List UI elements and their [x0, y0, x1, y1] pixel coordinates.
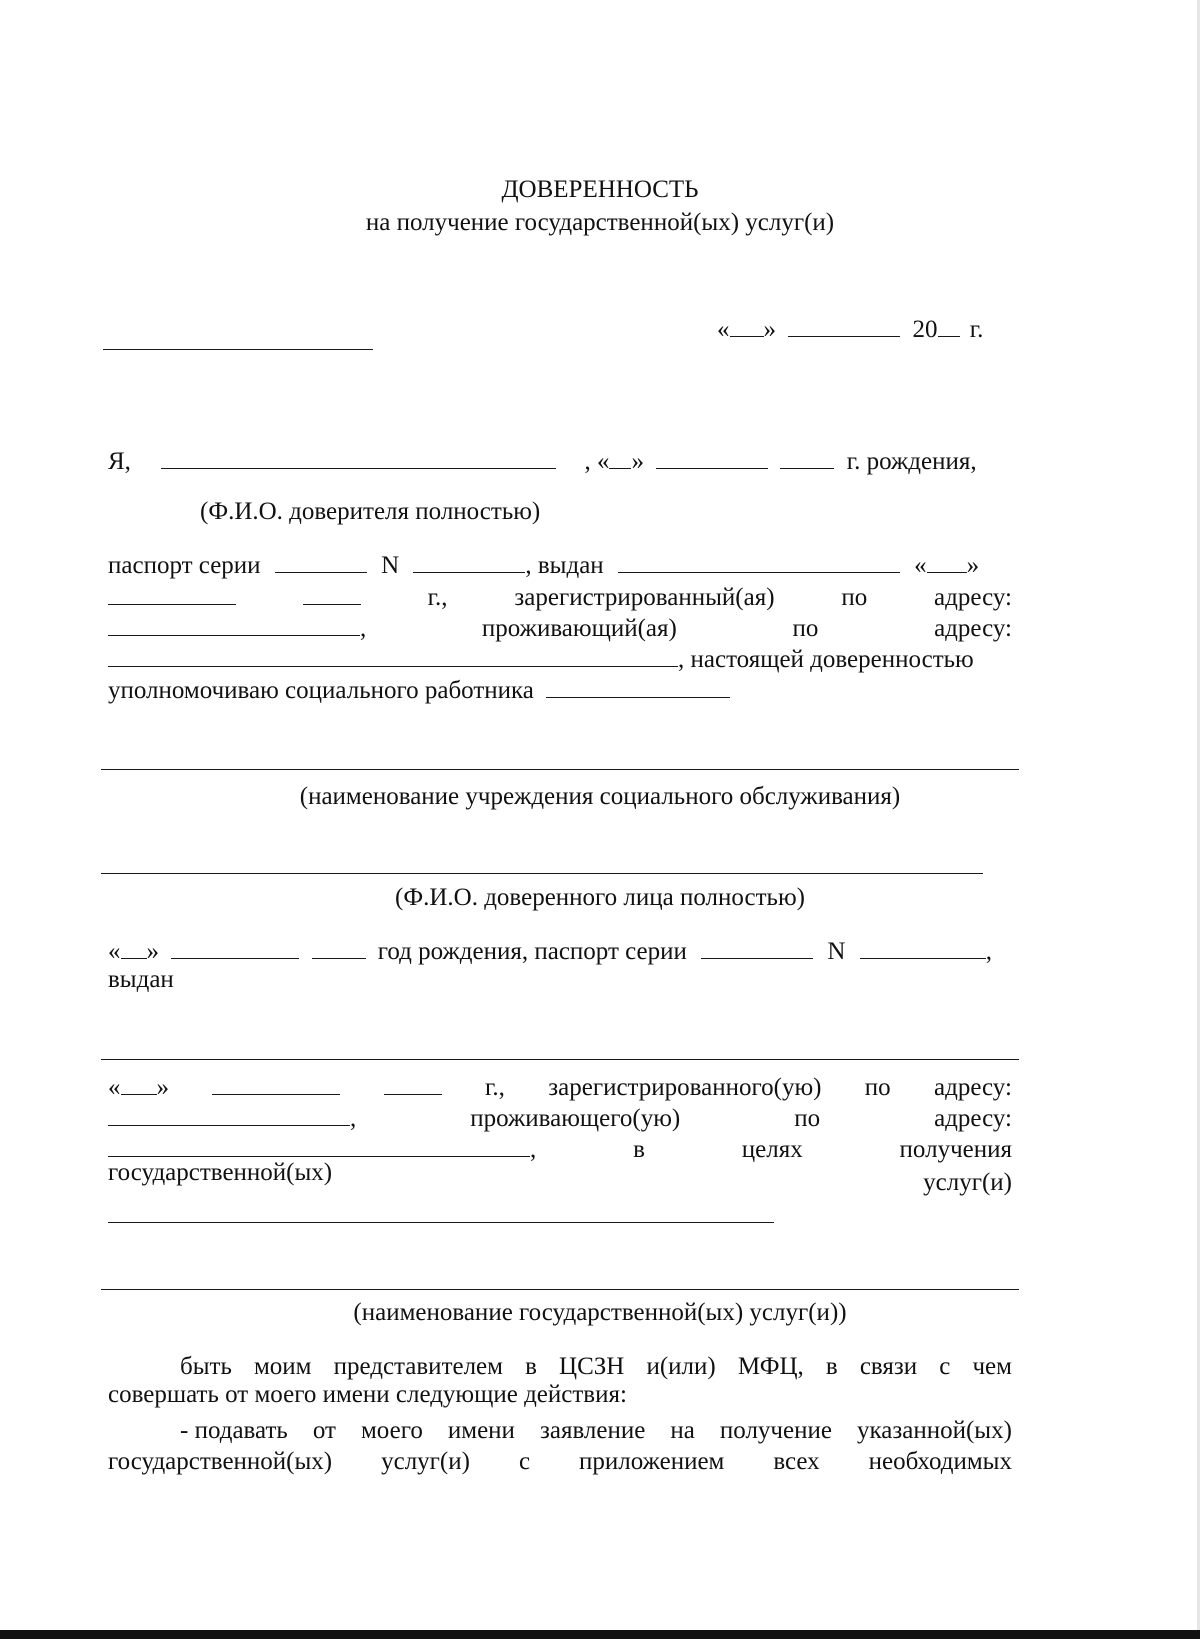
residing-address-field[interactable]	[108, 644, 678, 667]
trustee-name-field[interactable]	[101, 873, 983, 874]
document-title: ДОВЕРЕННОСТЬ	[501, 176, 699, 203]
scan-bottom-bar	[0, 1630, 1200, 1639]
in-label: в	[633, 1136, 645, 1163]
grantor-birth-day-field[interactable]	[609, 446, 631, 469]
residing-address-label: адресу:	[934, 615, 1012, 642]
trustee-line-1	[108, 936, 992, 967]
registered-address-label: адресу:	[934, 584, 1012, 611]
date-year-prefix: 20	[912, 316, 938, 343]
grantor-birth-quote-close: »	[631, 448, 644, 475]
passport-issued-label: , выдан	[525, 552, 604, 579]
date-month-field[interactable]	[788, 314, 900, 337]
power-of-attorney-text: , настоящей доверенностью	[678, 646, 974, 673]
trustee-date-year-field[interactable]	[384, 1072, 442, 1095]
trustee-issued-label: выдан	[108, 966, 174, 993]
body-p1-line-1	[180, 1352, 1012, 1382]
passport-line-2	[108, 582, 1012, 613]
date-year-suffix: г.	[969, 316, 984, 343]
trustee-residing-comma: ,	[530, 1136, 537, 1163]
document-subtitle: на получение государственной(ых) услуг(и)	[365, 209, 835, 236]
place-field[interactable]	[103, 349, 373, 350]
grantor-name-field[interactable]	[161, 446, 556, 469]
registered-address-field[interactable]	[108, 613, 360, 636]
body-p1-line-2: совершать от моего имени следующие действия:	[108, 1381, 627, 1408]
trustee-registered-address-label: адресу:	[934, 1074, 1012, 1101]
body-word: чем	[972, 1353, 1012, 1380]
trustee-registered-address-field[interactable]	[108, 1103, 350, 1126]
body-word: на	[670, 1417, 695, 1444]
body-word: государственной(ых)	[108, 1448, 333, 1475]
body-word: имени	[447, 1417, 515, 1444]
trustee-residing-address-field[interactable]	[108, 1134, 530, 1157]
grantor-birth-month-field[interactable]	[656, 446, 768, 469]
institution-caption: (наименование учреждения социального обслуживания)	[299, 783, 901, 810]
registered-address-comma: ,	[360, 615, 367, 642]
trustee-residing-address-label: адресу:	[934, 1105, 1012, 1132]
body-word: представителем	[333, 1353, 503, 1380]
passport-line-3	[108, 613, 1012, 644]
date-day-field[interactable]	[730, 314, 764, 337]
passport-series-label: паспорт серии	[108, 552, 261, 579]
passport-date-day-field[interactable]	[927, 550, 967, 573]
body-word: получение	[719, 1417, 832, 1444]
grantor-birth-quote-open: , «	[584, 448, 610, 475]
passport-number-field[interactable]	[413, 550, 525, 573]
body-word: связи	[859, 1353, 918, 1380]
trustee-date-quote-close: »	[156, 1074, 169, 1101]
date-line	[717, 314, 983, 345]
body-word: моего	[360, 1417, 423, 1444]
residing-po-label: по	[792, 615, 819, 642]
grantor-birth-label: г. рождения,	[846, 448, 977, 475]
body-word: заявление	[539, 1417, 646, 1444]
trustee-caption: (Ф.И.О. доверенного лица полностью)	[395, 884, 805, 911]
body-p2-line-2	[108, 1447, 1012, 1477]
services-label: услуг(и)	[923, 1169, 1012, 1196]
trustee-line-4	[108, 1103, 1012, 1134]
trustee-birth-day-field[interactable]	[121, 936, 147, 959]
trustee-birth-year-field[interactable]	[312, 936, 366, 959]
body-word: быть	[180, 1353, 232, 1380]
body-word: с	[939, 1353, 951, 1380]
passport-number-label: N	[381, 552, 400, 579]
grantor-ya: Я,	[108, 448, 131, 475]
obtaining-label: получения	[899, 1136, 1012, 1163]
date-close-quote: »	[763, 316, 776, 343]
trustee-line-3	[108, 1072, 1012, 1103]
grantor-line	[108, 446, 977, 477]
body-word: всех	[773, 1448, 820, 1475]
trustee-year-label: г.,	[484, 1074, 505, 1101]
passport-date-quote-close: »	[966, 552, 980, 579]
body-word: и(или)	[646, 1353, 716, 1380]
body-p2-line-1	[180, 1416, 1012, 1446]
body-word: моим	[253, 1353, 312, 1380]
trustee-birth-passport-label: год рождения, паспорт серии	[377, 938, 687, 965]
trustee-registered-label: зарегистрированного(ую)	[548, 1074, 822, 1101]
trustee-passport-comma: ,	[985, 938, 992, 965]
passport-date-month-field[interactable]	[108, 582, 236, 605]
trustee-residing-label: проживающего(ую)	[470, 1105, 681, 1132]
passport-line-4	[108, 644, 974, 675]
body-word: ЦСЗН	[559, 1353, 625, 1380]
trustee-passport-number-field[interactable]	[860, 936, 986, 959]
body-word: с	[518, 1448, 531, 1475]
passport-date-year-field[interactable]	[303, 582, 361, 605]
passport-line-1	[108, 550, 979, 581]
purpose-label: целях	[741, 1136, 803, 1163]
registered-label: зарегистрированный(ая)	[514, 584, 775, 611]
body-word: в	[525, 1353, 537, 1380]
body-word: - подавать	[180, 1417, 288, 1444]
passport-line-5	[108, 675, 730, 706]
date-open-quote: «	[717, 316, 730, 343]
date-year-field[interactable]	[938, 314, 960, 337]
trustee-registered-comma: ,	[350, 1105, 357, 1132]
services-caption: (наименование государственной(ых) услуг(и))	[353, 1299, 847, 1326]
social-worker-field[interactable]	[546, 675, 730, 698]
body-word: услуг(и)	[381, 1448, 470, 1475]
body-word: указанной(ых)	[856, 1417, 1012, 1444]
passport-year-label: г.,	[427, 584, 448, 611]
trustee-date-quote-open: «	[108, 1074, 121, 1101]
services-field-2[interactable]	[101, 1289, 1019, 1290]
trustee-date-month-field[interactable]	[212, 1072, 340, 1095]
body-word: приложением	[579, 1448, 725, 1475]
trustee-birth-quote-close: »	[146, 938, 159, 965]
passport-date-quote-open: «	[914, 552, 927, 579]
passport-series-field[interactable]	[275, 550, 367, 573]
institution-field[interactable]	[101, 769, 1019, 770]
registered-po-label: по	[841, 584, 868, 611]
trustee-birth-quote-open: «	[108, 938, 121, 965]
trustee-registered-po-label: по	[864, 1074, 891, 1101]
body-word: необходимых	[868, 1448, 1012, 1475]
trustee-birth-month-field[interactable]	[171, 936, 299, 959]
authorize-social-worker-text: уполномочиваю социального работника	[108, 677, 534, 704]
body-word: от	[312, 1417, 336, 1444]
residing-label: проживающий(ая)	[481, 615, 677, 642]
trustee-date-day-field[interactable]	[121, 1072, 157, 1095]
grantor-birth-year-field[interactable]	[780, 446, 834, 469]
grantor-caption: (Ф.И.О. доверителя полностью)	[200, 498, 541, 525]
body-word: в	[825, 1353, 838, 1380]
trustee-passport-number-label: N	[827, 938, 846, 965]
trustee-residing-po-label: по	[794, 1105, 821, 1132]
state-services-label: государственной(ых)	[108, 1159, 333, 1186]
passport-issuer-field[interactable]	[618, 550, 900, 573]
trustee-issuer-field[interactable]	[101, 1059, 1019, 1060]
services-field-1[interactable]	[108, 1222, 774, 1223]
body-word: МФЦ,	[737, 1353, 804, 1380]
trustee-passport-series-field[interactable]	[701, 936, 813, 959]
